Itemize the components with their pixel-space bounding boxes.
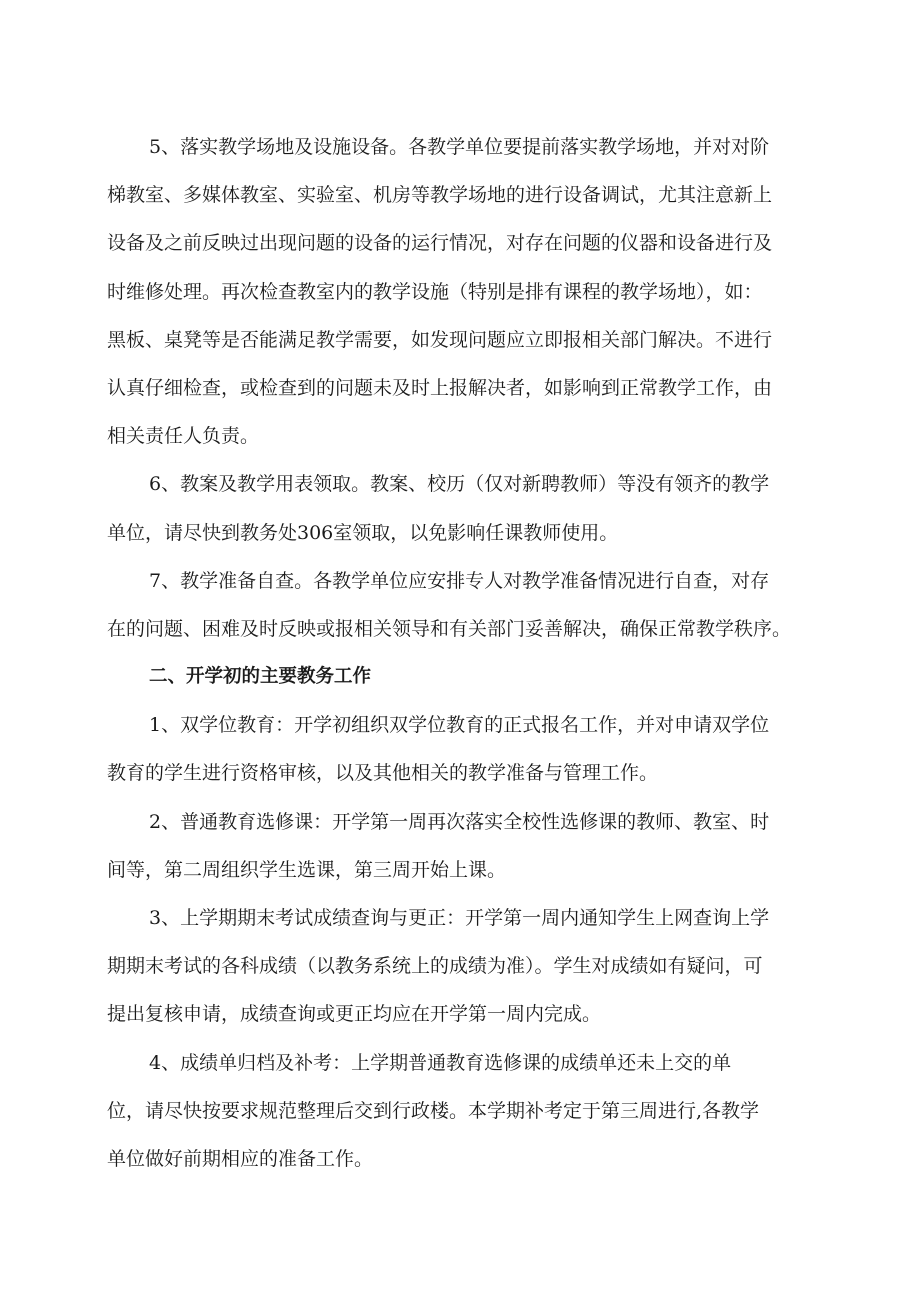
paragraph-item-4	[107, 1039, 817, 1184]
text-line: 位，请尽快按要求规范整理后交到行政楼。本学期补考定于第三周进行,各教学	[107, 1099, 760, 1122]
document-body	[107, 123, 817, 1183]
text-line: 1、双学位教育：开学初组织双学位教育的正式报名工作，并对申请双学位	[149, 714, 770, 737]
text-line: 间等，第二周组织学生选课，第三周开始上课。	[107, 858, 507, 881]
text-line: 单位，请尽快到教务处306室领取，以免影响任课教师使用。	[107, 521, 619, 544]
heading-text: 二、开学初的主要教务工作	[149, 666, 372, 688]
text-line: 在的问题、困难及时反映或报相关领导和有关部门妥善解决，确保正常教学秩序。	[107, 617, 792, 640]
paragraph-item-6	[107, 460, 817, 556]
section-heading	[107, 653, 817, 701]
text-line: 5、落实教学场地及设施设备。各教学单位要提前落实教学场地，并对对阶	[149, 136, 770, 158]
text-line: 2、普通教育选修课：开学第一周再次落实全校性选修课的教师、教室、时	[149, 810, 770, 833]
text-line: 时维修处理。再次检查教室内的教学设施（特别是排有课程的教学场地），如：	[107, 280, 763, 303]
text-line: 7、教学准备自查。各教学单位应安排专人对教学准备情况进行自查，对存	[149, 569, 770, 592]
text-line: 3、上学期期末考试成绩查询与更正：开学第一周内通知学生上网查询上学	[149, 907, 770, 929]
text-line: 提出复核申请，成绩查询或更正均应在开学第一周内完成。	[107, 1003, 602, 1026]
text-line: 期期末考试的各科成绩（以教务系统上的成绩为准）。学生对成绩如有疑问，可	[107, 955, 763, 978]
text-line: 设备及之前反映过出现问题的设备的运行情况，对存在问题的仪器和设备进行及	[107, 232, 773, 255]
paragraph-item-2	[107, 798, 817, 894]
text-line: 单位做好前期相应的准备工作。	[107, 1147, 374, 1170]
paragraph-item-1	[107, 701, 817, 797]
text-line: 认真仔细检查，或检查到的问题未及时上报解决者，如影响到正常教学工作，由	[107, 376, 773, 399]
paragraph-item-7	[107, 557, 817, 653]
text-line: 4、成绩单归档及补考：上学期普通教育选修课的成绩单还未上交的单	[149, 1051, 732, 1074]
text-line: 梯教室、多媒体教室、实验室、机房等教学场地的进行设备调试，尤其注意新上	[107, 184, 773, 207]
paragraph-item-5	[107, 123, 817, 460]
text-line: 相关责任人负责。	[107, 425, 260, 448]
text-line: 黑板、桌凳等是否能满足教学需要，如发现问题应立即报相关部门解决。不进行	[107, 328, 773, 351]
text-line: 6、教案及教学用表领取。教案、校历（仅对新聘教师）等没有领齐的教学	[149, 473, 770, 496]
paragraph-item-3	[107, 894, 817, 1039]
text-line: 教育的学生进行资格审核，以及其他相关的教学准备与管理工作。	[107, 762, 659, 785]
